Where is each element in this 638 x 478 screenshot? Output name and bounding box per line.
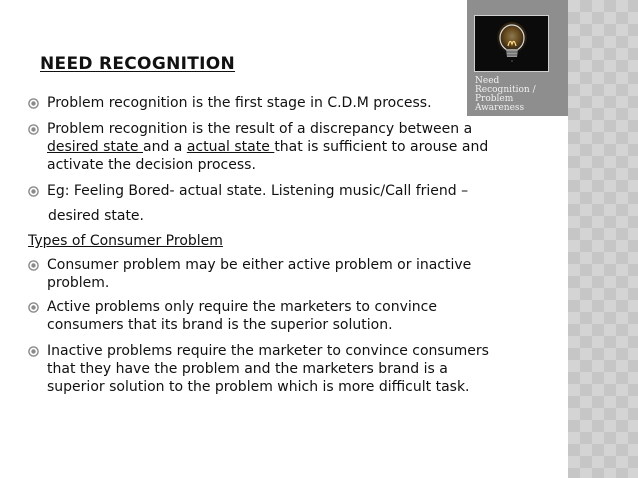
bullet-text: Problem recognition is the result of a discrepancy between a [47, 121, 473, 137]
decorative-diamond-strip [568, 0, 638, 478]
bullet-text: Active problems only require the marketers to convince [47, 299, 437, 315]
bullet-text: consumers that its brand is the superior solution. [47, 317, 393, 333]
bullet-text: activate the decision process. [47, 157, 256, 173]
connector-text: and a [143, 139, 187, 155]
light-bulb-icon [475, 16, 548, 71]
desired-state-term: desired state [47, 139, 143, 155]
bullet-text: problem. [47, 275, 110, 291]
need-recognition-image [467, 0, 568, 116]
bullet-text-line [47, 138, 488, 156]
bullet-text: Problem recognition is the first stage in C.D.M process. [47, 95, 432, 111]
circle-bullet-icon [28, 186, 39, 197]
bullet-text: Inactive problems require the marketer to convince consumers [47, 343, 489, 359]
circle-bullet-icon [28, 124, 39, 135]
image-caption-line: Problem [475, 94, 514, 104]
bullet-text: that they have the problem and the marketers brand is a [47, 361, 448, 377]
bullet-text: Eg: Feeling Bored- actual state. Listening music/Call friend – [47, 183, 469, 199]
bullet-text: Consumer problem may be either active problem or inactive [47, 257, 472, 273]
light-bulb-frame [474, 15, 549, 72]
image-caption-line: Need [475, 76, 500, 86]
image-caption-line: Awareness [475, 103, 525, 113]
circle-bullet-icon [28, 302, 39, 313]
circle-bullet-icon [28, 346, 39, 357]
actual-state-term: actual state [186, 139, 275, 155]
bullet-text: that is sufficient to arouse and [274, 139, 489, 155]
slide-title: NEED RECOGNITION [40, 54, 236, 74]
circle-bullet-icon [28, 98, 39, 109]
bullet-text: superior solution to the problem which is more difficult task. [47, 379, 470, 395]
circle-bullet-icon [28, 260, 39, 271]
continuation-text: desired state. [48, 208, 144, 224]
image-caption [475, 77, 567, 113]
subheading: Types of Consumer Problem [28, 233, 223, 249]
image-caption-line: Recognition / [475, 85, 536, 95]
